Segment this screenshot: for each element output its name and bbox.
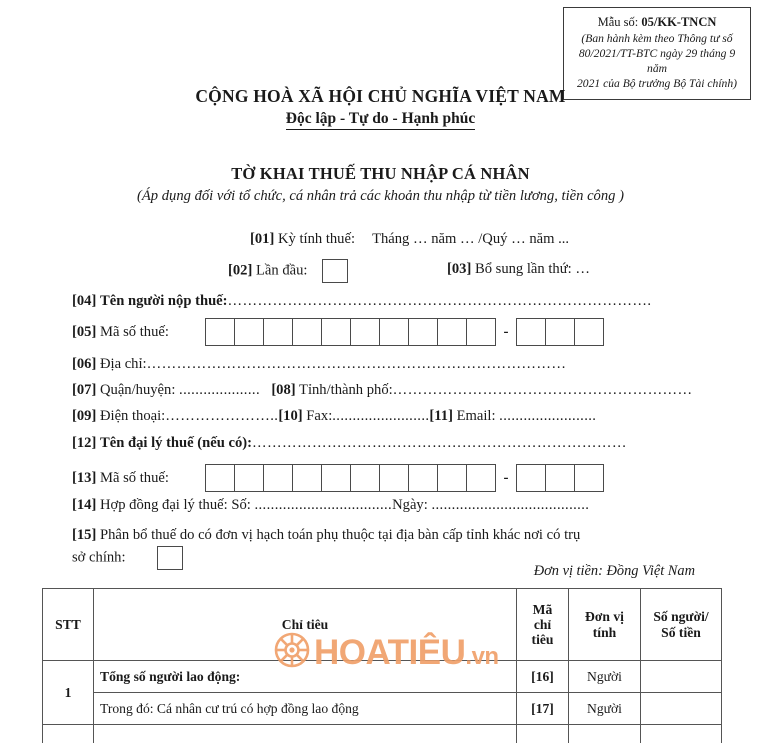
field-14-date-line[interactable]: .......................................	[431, 497, 590, 513]
field-04-code: [04]	[72, 293, 97, 309]
field-08-code: [08]	[271, 382, 296, 398]
field-10-label: Fax:	[306, 408, 333, 424]
tax-code-cell[interactable]	[437, 318, 467, 346]
field-02-checkbox[interactable]	[322, 259, 348, 283]
tax-code-cell[interactable]	[466, 318, 496, 346]
field-03-amendment	[447, 262, 590, 277]
field-02-label: Lần đầu:	[255, 262, 308, 279]
field-15-label-line-1: Phân bổ thuế do có đơn vị hạch toán phụ thuộc tại địa bàn cấp tỉnh khác nơi có trụ	[99, 527, 581, 543]
field-15-label-line-2: sở chính:	[72, 549, 126, 566]
document-title-block	[0, 164, 761, 205]
field-14-code: [14]	[72, 497, 97, 513]
field-08-input-line[interactable]: ……………………………………………………	[392, 382, 693, 398]
row-3-unit	[569, 725, 641, 743]
table-row	[43, 661, 722, 693]
table-row	[43, 725, 722, 743]
row-1-criteria: Tổng số người lao động:	[94, 661, 517, 693]
field-13-code: [13]	[72, 470, 97, 486]
tax-code-cell[interactable]	[408, 318, 438, 346]
field-09-input-line[interactable]: …………………..	[165, 408, 279, 424]
field-05-separator: -	[503, 323, 509, 340]
field-03-label: Bổ sung lần thứ:	[474, 261, 572, 277]
page-title: TỜ KHAI THUẾ THU NHẬP CÁ NHÂN	[231, 164, 530, 183]
table-header-code-line-2: chỉ	[533, 616, 552, 632]
field-01-label: Kỳ tính thuế:	[277, 231, 356, 247]
table-header-code-line-1: Mã	[532, 601, 553, 617]
table-row	[43, 693, 722, 725]
field-11-code: [11]	[429, 408, 453, 424]
field-05-tax-code-boxes[interactable]	[205, 318, 604, 346]
tax-code-cell[interactable]	[545, 318, 575, 346]
field-01-tax-period	[250, 232, 569, 247]
field-07-input-line[interactable]: ....................	[179, 382, 260, 398]
form-note-line-2: 80/2021/TT-BTC ngày 29 tháng 9 năm	[578, 46, 736, 76]
watermark-tld: .vn	[465, 643, 499, 670]
tax-code-cell[interactable]	[292, 464, 322, 492]
tax-code-cell[interactable]	[545, 464, 575, 492]
field-11-input-line[interactable]: ........................	[499, 408, 597, 424]
field-09-code: [09]	[72, 408, 97, 424]
field-01-value[interactable]: Tháng … năm … /Quý … năm ...	[372, 231, 570, 247]
field-02-first-time	[228, 259, 348, 283]
tax-code-cell[interactable]	[205, 318, 235, 346]
tax-code-cell[interactable]	[321, 318, 351, 346]
field-11-label: Email:	[456, 408, 496, 424]
tax-code-cell[interactable]	[516, 318, 546, 346]
field-13-separator: -	[503, 469, 509, 486]
field-03-code: [03]	[447, 261, 472, 277]
row-3-value[interactable]	[641, 725, 722, 743]
table-header-value	[641, 589, 722, 661]
field-06-label: Địa chỉ:	[99, 356, 147, 372]
table-header-code	[517, 589, 569, 661]
field-15-tax-allocation	[72, 528, 580, 543]
form-number-line	[569, 14, 745, 31]
table-header-unit	[569, 589, 641, 661]
row-3-criteria	[94, 725, 517, 743]
form-note-line-3: 2021 của Bộ trưởng Bộ Tài chính)	[577, 77, 737, 91]
row-2-value[interactable]	[641, 693, 722, 725]
field-04-label: Tên người nộp thuế:	[99, 293, 228, 309]
field-09-label: Điện thoại:	[99, 408, 166, 424]
field-01-code: [01]	[250, 231, 275, 247]
field-05-tax-code	[72, 325, 169, 340]
field-04-taxpayer-name	[72, 294, 651, 309]
national-header	[0, 86, 761, 130]
tax-code-cell[interactable]	[437, 464, 467, 492]
field-07-label: Quận/huyện:	[99, 382, 176, 398]
field-12-label: Tên đại lý thuế (nếu có):	[99, 435, 253, 451]
table-header-stt: STT	[43, 589, 94, 661]
field-13-agent-tax-code	[72, 471, 169, 486]
tax-code-cell[interactable]	[574, 464, 604, 492]
field-05-main-segment[interactable]	[205, 318, 496, 346]
currency-unit-note: Đơn vị tiền: Đồng Việt Nam	[533, 563, 695, 579]
row-1-code: [16]	[517, 661, 569, 693]
row-2-unit: Người	[569, 693, 641, 725]
field-03-value[interactable]: …	[575, 261, 590, 277]
row-1-stt: 1	[43, 661, 94, 725]
field-08-label: Tỉnh/thành phố:	[299, 382, 393, 398]
tax-code-cell[interactable]	[466, 464, 496, 492]
tax-code-cell[interactable]	[379, 318, 409, 346]
form-number-label: Mẫu số:	[597, 15, 639, 29]
tax-code-cell[interactable]	[408, 464, 438, 492]
tax-code-cell[interactable]	[574, 318, 604, 346]
field-06-address	[72, 357, 566, 372]
field-05-code: [05]	[72, 324, 97, 340]
field-14-date-label: Ngày:	[392, 497, 428, 513]
tax-code-cell[interactable]	[205, 464, 235, 492]
field-12-tax-agent-name	[72, 436, 627, 451]
tax-code-cell[interactable]	[321, 464, 351, 492]
row-1-value[interactable]	[641, 661, 722, 693]
row-3-stt	[43, 725, 94, 743]
field-07-district	[72, 383, 693, 398]
field-06-code: [06]	[72, 356, 97, 372]
table-header-unit-line-1: Đơn vị	[585, 609, 624, 625]
field-14-agent-contract	[72, 498, 589, 513]
table-header-row	[43, 589, 722, 661]
national-motto: Độc lập - Tự do - Hạnh phúc	[286, 110, 475, 130]
tax-code-cell[interactable]	[234, 318, 264, 346]
form-note-line-1: (Ban hành kèm theo Thông tư số	[581, 31, 733, 45]
country-name: CỘNG HOÀ XÃ HỘI CHỦ NGHĨA VIỆT NAM	[195, 86, 566, 106]
field-04-input-line[interactable]: ………………………………………………………………………….	[227, 293, 652, 309]
watermark-brand: HOATIÊU	[314, 633, 466, 672]
field-10-code: [10]	[278, 408, 303, 424]
tax-code-cell[interactable]	[350, 464, 380, 492]
field-05-label: Mã số thuế:	[99, 324, 169, 340]
tax-code-cell[interactable]	[516, 464, 546, 492]
field-13-tax-code-boxes[interactable]	[205, 464, 604, 492]
tax-code-cell[interactable]	[263, 464, 293, 492]
tax-code-cell[interactable]	[263, 318, 293, 346]
field-13-main-segment[interactable]	[205, 464, 496, 492]
field-10-input-line[interactable]: ........................	[332, 408, 430, 424]
field-13-sub-segment[interactable]	[516, 464, 604, 492]
table-header-criteria: Chỉ tiêu	[94, 589, 517, 661]
page-subtitle: (Áp dụng đối với tổ chức, cá nhân trả các khoản thu nhập từ tiền lương, tiền công )	[137, 188, 624, 204]
field-12-code: [12]	[72, 435, 97, 451]
tax-code-cell[interactable]	[292, 318, 322, 346]
field-13-label: Mã số thuế:	[99, 470, 169, 486]
field-14-number-line[interactable]: ..................................	[254, 497, 393, 513]
row-2-code: [17]	[517, 693, 569, 725]
field-02-code: [02]	[228, 262, 253, 279]
field-14-label: Hợp đồng đại lý thuế: Số:	[99, 497, 251, 513]
row-3-code	[517, 725, 569, 743]
field-09-phone	[72, 409, 596, 424]
form-number-code: 05/KK-TNCN	[641, 15, 717, 29]
declaration-table	[42, 588, 722, 743]
row-1-unit: Người	[569, 661, 641, 693]
field-15-code: [15]	[72, 527, 97, 543]
table-header-value-line-2: Số tiền	[661, 624, 701, 640]
field-12-input-line[interactable]: …………………………………………………………………	[252, 435, 627, 451]
tax-code-cell[interactable]	[350, 318, 380, 346]
field-05-sub-segment[interactable]	[516, 318, 604, 346]
field-06-input-line[interactable]: …………………………………………………………………………	[146, 356, 567, 372]
table-header-value-line-1: Số người/	[653, 609, 709, 625]
field-07-code: [07]	[72, 382, 97, 398]
tax-code-cell[interactable]	[234, 464, 264, 492]
table-header-unit-line-2: tính	[592, 624, 617, 640]
table-header-code-line-3: tiêu	[531, 632, 554, 648]
row-2-criteria: Trong đó: Cá nhân cư trú có hợp đồng lao động	[94, 693, 517, 725]
tax-code-cell[interactable]	[379, 464, 409, 492]
